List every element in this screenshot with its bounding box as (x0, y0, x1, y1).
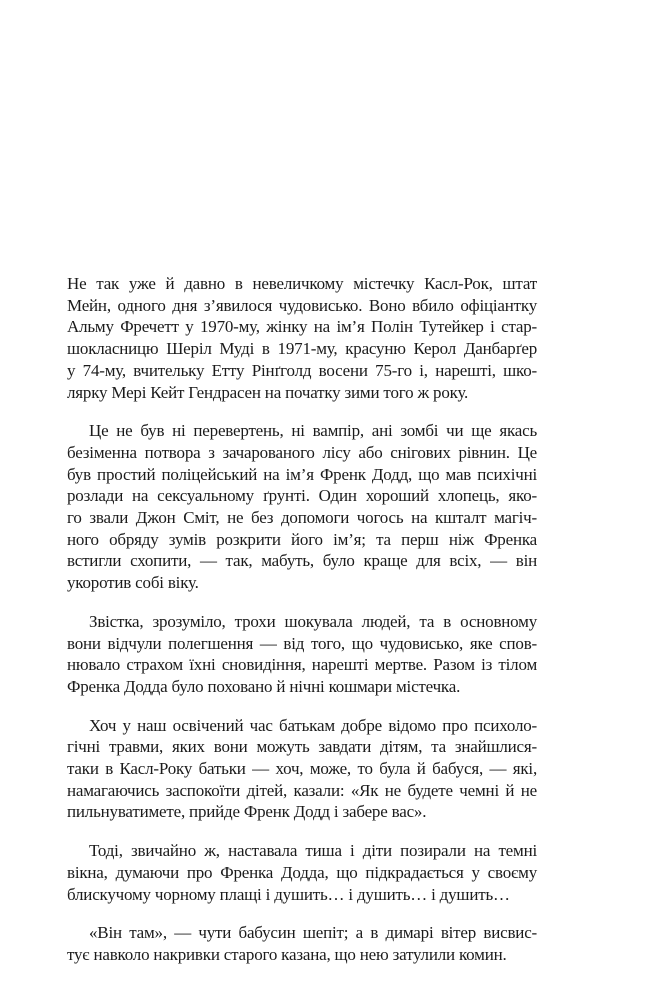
text-line: го звали Джон Сміт, не без допомоги чогось на кшталт магіч- (67, 508, 537, 528)
text-line: укоротив собі віку. (67, 573, 199, 593)
text-line: Тоді, звичайно ж, наставала тиша і діти позирали на темні (89, 841, 537, 861)
text-line: Не так уже й давно в невеличкому містечку Касл-Рок, штат (67, 274, 537, 293)
text-line: таки в Касл-Року батьки — хоч, може, то була й бабуся, — які, (67, 759, 537, 779)
text-line: безіменна потвора з зачарованого лісу або снігових рівнин. Це (67, 442, 537, 462)
text-line: ного обряду зумів розкрити його ім’я; та перш ніж Френка (67, 529, 537, 549)
text-line: розлади на сексуальному ґрунті. Один хороший хлопець, яко- (67, 486, 537, 506)
text-line: намагаючись заспокоїти дітей, казали: «Як не будете чемні й не (67, 780, 537, 800)
text-line: вони відчули полегшення — від того, що чудовисько, яке спов- (67, 633, 537, 653)
text-line: у 74-му, вчительку Етту Рінґголд восени 75-го і, нарешті, шко- (67, 360, 537, 380)
text-line: гічні травми, яких вони можуть завдати дітям, та знайшлися- (67, 737, 537, 757)
text-block (67, 273, 537, 983)
text-line: вікна, думаючи про Френка Додда, що підкрадається у своєму (67, 862, 537, 882)
text-line: Альму Фречетт у 1970-му, жінку на ім’я Полін Тутейкер і стар- (67, 317, 537, 337)
text-line: був простий поліцейський на ім’я Френк Додд, що мав психічні (67, 464, 537, 484)
text-line: Мейн, одного дня з’явилося чудовисько. Воно вбило офіціантку (67, 295, 537, 315)
text-line: Звістка, зрозуміло, трохи шокувала людей, та в основному (89, 611, 537, 631)
text-line: нювало страхом їхні сновидіння, нарешті мертве. Разом із тілом (67, 655, 537, 675)
text-line: шокласницю Шеріл Муді в 1971-му, красуню Керол Данбарґер (67, 339, 537, 359)
text-line: тує навколо накривки старого казана, що нею затулили комин. (67, 944, 507, 964)
text-line: блискучому чорному плащі і душить… і душить… і душить… (67, 884, 510, 904)
text-line: Френка Додда було поховано й нічні кошмари містечка. (67, 676, 461, 696)
text-line: Це не був ні перевертень, ні вампір, ані зомбі чи ще якась (89, 421, 537, 441)
text-line: Хоч у наш освічений час батькам добре відомо про психоло- (89, 715, 537, 735)
text-line: встигли схопити, — так, мабуть, було краще для всіх, — він (67, 551, 537, 571)
text-line: «Він там», — чути бабусин шепіт; а в димарі вітер висвис- (89, 923, 537, 943)
text-line: пильнуватимете, прийде Френк Додд і забере вас». (67, 802, 427, 822)
text-line: лярку Мері Кейт Гендрасен на початку зими того ж року. (67, 382, 469, 402)
